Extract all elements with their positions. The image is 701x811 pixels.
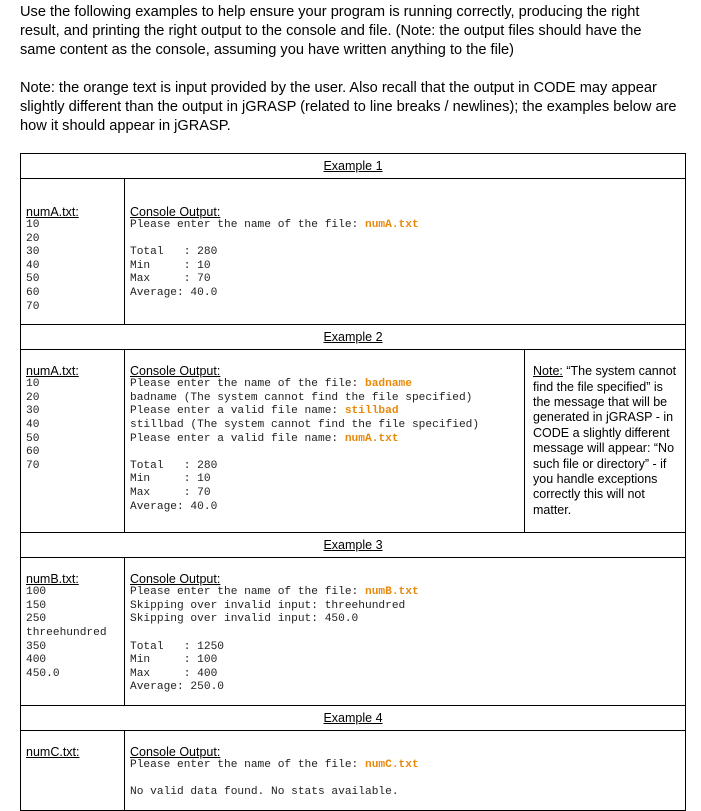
console-text: No valid data found. No stats available. [130, 786, 399, 799]
console-line [130, 433, 521, 447]
console-text: Total : 1250 [130, 640, 224, 653]
console-line [130, 586, 682, 600]
console-text: Please enter a valid file name: [130, 432, 345, 445]
file-line: 30 [26, 405, 40, 418]
file-label: numC.txt: [26, 744, 80, 759]
example-2-header: Example 2 [21, 325, 686, 350]
console-text: Max : 70 [130, 273, 211, 286]
console-line [130, 681, 682, 695]
example-2-console-cell [125, 350, 525, 533]
console-text: Please enter a valid file name: [130, 405, 345, 418]
console-line [130, 613, 682, 627]
console-line [130, 786, 682, 800]
console-text: badname (The system cannot find the file specified) [130, 391, 473, 404]
console-line [130, 641, 682, 655]
console-text: Average: 40.0 [130, 286, 218, 299]
example-3-header: Example 3 [21, 533, 686, 558]
console-line [130, 233, 682, 247]
console-line [130, 773, 682, 787]
console-line [130, 260, 682, 274]
console-text: Please enter the name of the file: [130, 219, 365, 231]
console-text [130, 773, 137, 785]
console-text [130, 446, 137, 458]
file-line: threehundred [26, 626, 107, 639]
file-line: 10 [26, 219, 40, 231]
file-label: numA.txt: [26, 205, 79, 219]
console-line [130, 378, 521, 392]
file-line: 60 [26, 446, 40, 459]
console-output [130, 586, 682, 695]
file-line: 60 [26, 286, 40, 299]
user-input-text: numB.txt [364, 586, 419, 599]
console-text: Max : 400 [130, 667, 218, 680]
file-line: 450.0 [26, 667, 60, 680]
console-line [130, 759, 682, 773]
console-text: Total : 280 [130, 246, 218, 259]
file-contents [26, 586, 121, 681]
user-input-text: numA.txt [344, 432, 399, 445]
console-line [130, 668, 682, 682]
example-1-header: Example 1 [21, 154, 686, 179]
console-text: Skipping over invalid input: threehundred [130, 599, 406, 612]
user-input-text: badname [364, 378, 412, 391]
console-line [130, 419, 521, 433]
console-line [130, 446, 521, 460]
example-4-header: Example 4 [21, 705, 686, 730]
console-line [130, 473, 521, 487]
file-line: 250 [26, 613, 47, 626]
user-input-text: numC.txt [364, 758, 419, 771]
console-line [130, 287, 682, 301]
console-text: Skipping over invalid input: 450.0 [130, 613, 359, 626]
console-output [130, 378, 521, 514]
file-line: 350 [26, 640, 47, 653]
console-text [130, 627, 137, 639]
console-line [130, 405, 521, 419]
file-line: 20 [26, 391, 40, 404]
note-text-block [525, 350, 685, 524]
intro-paragraph-2: Note: the orange text is input provided by the user. Also recall that the output in CODE may appear slightly different than the output in jGRASP (related to line breaks / newlines); the examples below are how it should appear in jGRASP. [20, 80, 677, 134]
console-output-label: Console Output: [130, 364, 221, 379]
file-line: 40 [26, 259, 40, 272]
console-text: Min : 100 [130, 654, 218, 667]
console-line [130, 219, 682, 233]
console-line [130, 273, 682, 287]
console-output [130, 219, 682, 301]
file-contents [26, 378, 121, 473]
file-line: 50 [26, 432, 40, 445]
user-input-text: numA.txt [364, 219, 419, 231]
console-line [130, 600, 682, 614]
console-text: Please enter the name of the file: [130, 586, 365, 599]
file-line: 70 [26, 459, 40, 472]
console-text: Please enter the name of the file: [130, 378, 365, 391]
console-line [130, 501, 521, 515]
file-line: 40 [26, 418, 40, 431]
file-line: 50 [26, 273, 40, 286]
console-line [130, 654, 682, 668]
file-line: 30 [26, 246, 40, 259]
file-label: numA.txt: [26, 364, 79, 379]
file-contents [26, 219, 121, 314]
file-line: 70 [26, 300, 40, 313]
example-4-file-cell [21, 730, 125, 810]
console-text: Average: 250.0 [130, 681, 224, 694]
file-label: numB.txt: [26, 572, 79, 587]
note-text: “The system cannot find the file specified” is the message that will be generated in jGRASP - in CODE a slightly different message will appear: “No such file or directory” - if you handle exceptions correctly this will not matter. [533, 364, 677, 517]
console-line [130, 627, 682, 641]
console-text [130, 233, 137, 245]
user-input-text: stillbad [344, 405, 399, 418]
example-3-console-cell [125, 558, 686, 706]
console-text: stillbad (The system cannot find the file specified) [130, 418, 480, 431]
console-line [130, 487, 521, 501]
example-1-file-cell [21, 179, 125, 325]
example-4-console-cell [125, 730, 686, 810]
console-line [130, 460, 521, 474]
file-line: 400 [26, 654, 47, 667]
file-line: 10 [26, 378, 40, 391]
file-line: 20 [26, 232, 40, 245]
console-output-label: Console Output: [130, 205, 221, 219]
example-3-file-cell [21, 558, 125, 706]
console-text: Total : 280 [130, 459, 218, 472]
console-text: Min : 10 [130, 259, 211, 272]
examples-table [20, 153, 686, 811]
example-2-note-cell [525, 350, 686, 533]
console-text: Max : 70 [130, 486, 211, 499]
console-output-label: Console Output: [130, 744, 221, 759]
console-output-label: Console Output: [130, 572, 221, 587]
note-label: Note: [533, 364, 563, 379]
intro-paragraph-1: Use the following examples to help ensure your program is running correctly, producing the right result, and printing the right output to the console and file. (Note: the output files should have the same content as the console, assuming you have written anything to the file) [20, 4, 642, 58]
example-2-file-cell [21, 350, 125, 533]
console-text: Please enter the name of the file: [130, 758, 365, 771]
file-line: 150 [26, 599, 47, 612]
example-1-console-cell [125, 179, 686, 325]
console-text: Min : 10 [130, 473, 211, 486]
file-line: 100 [26, 586, 47, 599]
console-line [130, 246, 682, 260]
console-line [130, 392, 521, 406]
console-text: Average: 40.0 [130, 500, 218, 513]
